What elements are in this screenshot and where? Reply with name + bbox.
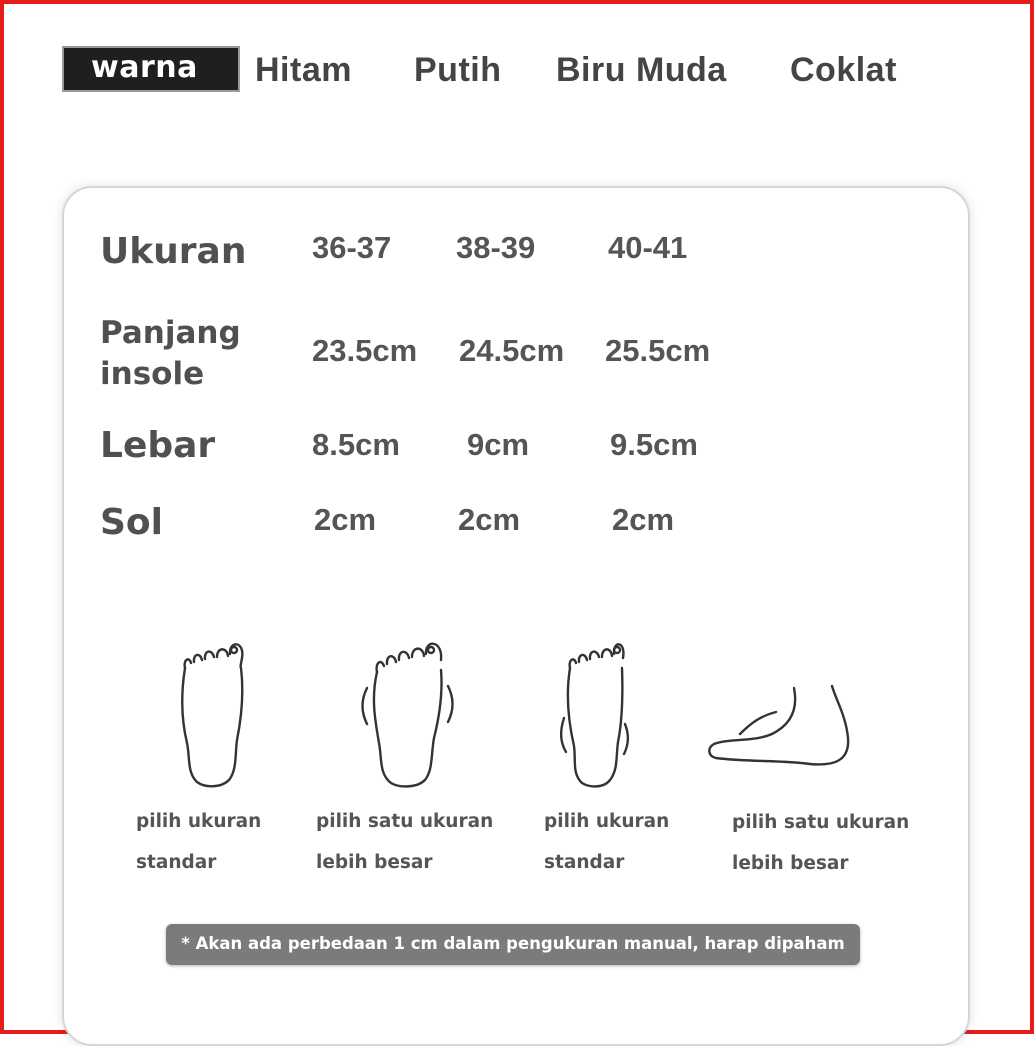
foot-caption-line1: pilih satu ukuran	[732, 812, 910, 833]
high-instep-foot-icon	[706, 680, 856, 785]
length-cell: 25.5cm	[605, 333, 711, 368]
sole-cell: 2cm	[458, 502, 521, 537]
color-option-biru-muda: Biru Muda	[556, 51, 727, 89]
color-option-putih: Putih	[414, 51, 502, 89]
foot-caption-line2: standar	[136, 852, 217, 873]
row-label-sol: Sol	[100, 502, 163, 543]
narrow-foot-icon	[137, 638, 287, 793]
foot-caption-line2: lebih besar	[316, 852, 433, 873]
sole-cell: 2cm	[314, 502, 377, 537]
size-cell: 40-41	[608, 230, 688, 265]
color-option-coklat: Coklat	[790, 51, 897, 89]
color-label-badge: warna	[62, 46, 240, 92]
row-label-insole: insole	[100, 356, 205, 392]
color-option-hitam: Hitam	[255, 51, 352, 89]
sole-cell: 2cm	[612, 502, 675, 537]
size-cell: 36-37	[312, 230, 392, 265]
measurement-note: * Akan ada perbedaan 1 cm dalam pengukuran manual, harap dipaham	[166, 924, 860, 965]
width-cell: 9.5cm	[610, 427, 698, 462]
color-options-row	[62, 46, 962, 94]
length-cell: 23.5cm	[312, 333, 418, 368]
width-cell: 9cm	[467, 427, 530, 462]
wide-foot-icon	[335, 638, 485, 793]
foot-caption-line1: pilih satu ukuran	[316, 811, 494, 832]
length-cell: 24.5cm	[459, 333, 565, 368]
row-label-lebar: Lebar	[100, 425, 216, 466]
size-cell: 38-39	[456, 230, 536, 265]
slim-foot-icon	[522, 638, 672, 793]
foot-caption-line1: pilih ukuran	[544, 811, 670, 832]
foot-caption-line1: pilih ukuran	[136, 811, 262, 832]
foot-caption-line2: lebih besar	[732, 853, 849, 874]
row-label-panjang: Panjang	[100, 315, 241, 351]
row-label-ukuran: Ukuran	[100, 231, 247, 272]
width-cell: 8.5cm	[312, 427, 400, 462]
foot-caption-line2: standar	[544, 852, 625, 873]
